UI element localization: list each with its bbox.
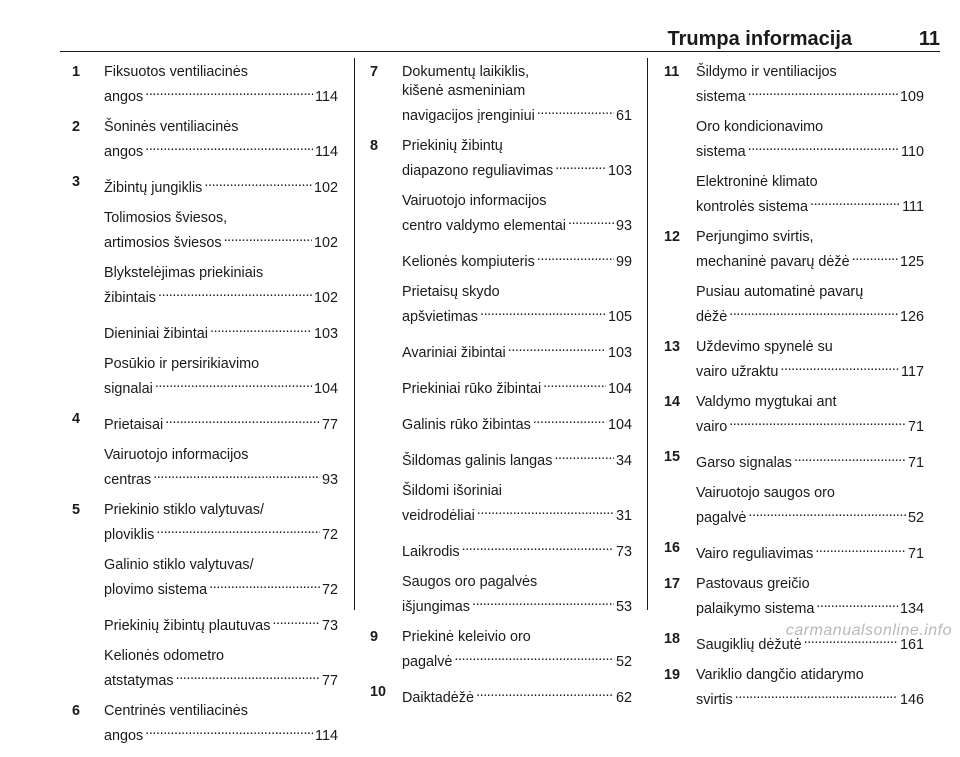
entry-text-line: Pastovaus greičio bbox=[696, 576, 810, 592]
entry-text-line: Centrinės ventiliacinės bbox=[104, 703, 248, 719]
entry-number: 18 bbox=[664, 631, 681, 647]
entry-number: 5 bbox=[72, 502, 81, 518]
index-entry bbox=[72, 264, 338, 308]
dot-leader bbox=[748, 82, 898, 101]
entry-leader-line bbox=[696, 503, 924, 528]
entry-text-line: Kelionės kompiuteris bbox=[402, 254, 535, 270]
index-entry bbox=[664, 575, 924, 619]
entry-text-line: palaikymo sistema bbox=[696, 601, 815, 617]
entry-text-line: Šildomas galinis langas bbox=[402, 453, 553, 469]
dot-leader bbox=[554, 446, 614, 465]
dot-leader bbox=[816, 594, 898, 613]
entry-text-line: Šoninės ventiliacinės bbox=[104, 119, 239, 135]
index-entry bbox=[370, 247, 632, 272]
entry-leader-line bbox=[104, 465, 338, 490]
entry-leader-line bbox=[104, 137, 338, 162]
dot-leader bbox=[272, 611, 320, 630]
entry-page-number: 99 bbox=[615, 254, 632, 270]
entry-leader-line bbox=[696, 82, 924, 107]
entry-text-line: Garso signalas bbox=[696, 455, 792, 471]
entry-page-number: 134 bbox=[899, 601, 924, 617]
entry-text-line: Priekinių žibintų bbox=[402, 138, 503, 154]
entry-leader-line bbox=[104, 520, 338, 545]
index-entry bbox=[664, 338, 924, 382]
dot-leader bbox=[145, 721, 313, 740]
dot-leader bbox=[477, 501, 614, 520]
entry-text-line: diapazono reguliavimas bbox=[402, 163, 554, 179]
entry-text-line: Perjungimo svirtis, bbox=[696, 229, 814, 245]
entry-page-number: 126 bbox=[899, 309, 924, 325]
dot-leader bbox=[729, 302, 898, 321]
dot-leader bbox=[852, 247, 898, 266]
entry-text-line: artimosios šviesos bbox=[104, 235, 222, 251]
dot-leader bbox=[735, 685, 898, 704]
entry-number: 11 bbox=[664, 64, 680, 80]
entry-leader-line bbox=[104, 410, 338, 435]
dot-leader bbox=[794, 448, 906, 467]
entry-text-line: Valdymo mygtukai ant bbox=[696, 394, 837, 410]
page-header bbox=[60, 0, 940, 52]
entry-text-line: Prietaisai bbox=[104, 417, 164, 433]
entry-text-line: Vairuotojo informacijos bbox=[402, 193, 547, 209]
entry-text-line: veidrodėliai bbox=[402, 508, 475, 524]
index-entry bbox=[370, 537, 632, 562]
entry-text-line: Saugiklių dėžutė bbox=[696, 637, 802, 653]
dot-leader bbox=[145, 82, 313, 101]
entry-text-line: Prietaisų skydo bbox=[402, 284, 500, 300]
entry-text-line: Daiktadėžė bbox=[402, 690, 474, 706]
entry-leader-line bbox=[402, 537, 632, 562]
entry-text-line: žibintais bbox=[104, 290, 156, 306]
dot-leader bbox=[153, 465, 320, 484]
entry-page-number: 125 bbox=[899, 254, 924, 270]
index-entry bbox=[72, 63, 338, 107]
dot-leader bbox=[810, 192, 900, 211]
entry-text-line: Dieniniai žibintai bbox=[104, 326, 208, 342]
entry-page-number: 146 bbox=[899, 692, 924, 708]
dot-leader bbox=[815, 539, 906, 558]
dot-leader bbox=[145, 137, 313, 156]
entry-page-number: 71 bbox=[907, 546, 924, 562]
dot-leader bbox=[204, 173, 312, 192]
index-entry bbox=[370, 482, 632, 526]
dot-leader bbox=[780, 357, 899, 376]
entry-page-number: 77 bbox=[321, 417, 338, 433]
entry-leader-line bbox=[402, 592, 632, 617]
entry-page-number: 31 bbox=[615, 508, 632, 524]
entry-leader-line bbox=[696, 192, 924, 217]
entry-text-line: Vairuotojo saugos oro bbox=[696, 485, 835, 501]
header-rule bbox=[60, 51, 940, 52]
index-entry bbox=[370, 446, 632, 471]
index-column-1 bbox=[72, 63, 338, 757]
entry-text-line: Oro kondicionavimo bbox=[696, 119, 824, 135]
entry-page-number: 110 bbox=[901, 144, 924, 160]
index-entry bbox=[370, 63, 632, 126]
index-entry bbox=[664, 393, 924, 437]
entry-text-line: angos bbox=[104, 728, 144, 744]
entry-page-number: 72 bbox=[321, 527, 338, 543]
entry-page-number: 93 bbox=[321, 472, 338, 488]
entry-leader-line bbox=[402, 338, 632, 363]
index-entry bbox=[370, 192, 632, 236]
entry-page-number: 73 bbox=[321, 618, 338, 634]
entry-number: 10 bbox=[370, 684, 387, 700]
entry-text-line: navigacijos įrenginiui bbox=[402, 108, 535, 124]
dot-leader bbox=[748, 503, 906, 522]
dot-leader bbox=[555, 156, 606, 175]
dot-leader bbox=[508, 338, 606, 357]
entry-page-number: 34 bbox=[615, 453, 632, 469]
entry-text-line: sistema bbox=[696, 89, 746, 105]
index-entry bbox=[664, 484, 924, 528]
index-entry bbox=[370, 283, 632, 327]
entry-leader-line bbox=[402, 647, 632, 672]
entry-number: 4 bbox=[72, 411, 81, 427]
entry-text-line: Galinis rūko žibintas bbox=[402, 417, 531, 433]
dot-leader bbox=[158, 283, 312, 302]
entry-page-number: 103 bbox=[607, 345, 632, 361]
page-number: 11 bbox=[918, 28, 940, 50]
entry-text-line: Elektroninė klimato bbox=[696, 174, 818, 190]
entry-page-number: 103 bbox=[313, 326, 338, 342]
entry-page-number: 73 bbox=[615, 544, 632, 560]
index-entry bbox=[72, 355, 338, 399]
index-entry bbox=[72, 556, 338, 600]
entry-text-line: Avariniai žibintai bbox=[402, 345, 506, 361]
index-entry bbox=[72, 410, 338, 435]
dot-leader bbox=[224, 228, 312, 247]
dot-leader bbox=[210, 319, 312, 338]
entry-leader-line bbox=[104, 283, 338, 308]
entry-leader-line bbox=[104, 666, 338, 691]
index-entry bbox=[72, 702, 338, 746]
entry-page-number: 52 bbox=[907, 510, 924, 526]
entry-text-line: vairo bbox=[696, 419, 728, 435]
dot-leader bbox=[209, 575, 320, 594]
entry-leader-line bbox=[696, 302, 924, 327]
index-entry bbox=[72, 209, 338, 253]
entry-text-line: Posūkio ir persirikiavimo bbox=[104, 356, 260, 372]
dot-leader bbox=[568, 211, 614, 230]
entry-page-number: 103 bbox=[607, 163, 632, 179]
entry-page-number: 93 bbox=[615, 218, 632, 234]
entry-text-line: centro valdymo elementai bbox=[402, 218, 566, 234]
index-entry bbox=[664, 63, 924, 107]
index-column-2 bbox=[370, 63, 632, 719]
index-entry bbox=[370, 628, 632, 672]
index-entry bbox=[72, 118, 338, 162]
entry-page-number: 104 bbox=[607, 381, 632, 397]
entry-text-line: Tolimosios šviesos, bbox=[104, 210, 228, 226]
entry-number: 16 bbox=[664, 540, 681, 556]
dot-leader bbox=[156, 520, 320, 539]
entry-text-line: kontrolės sistema bbox=[696, 199, 808, 215]
entry-text-line: centras bbox=[104, 472, 152, 488]
entry-text-line: pagalvė bbox=[696, 510, 747, 526]
dot-leader bbox=[729, 412, 906, 431]
entry-leader-line bbox=[402, 302, 632, 327]
column-divider bbox=[354, 58, 355, 610]
entry-page-number: 117 bbox=[901, 364, 924, 380]
entry-leader-line bbox=[104, 721, 338, 746]
entry-text-line: Priekinė keleivio oro bbox=[402, 629, 531, 645]
entry-leader-line bbox=[402, 683, 632, 708]
entry-leader-line bbox=[104, 82, 338, 107]
dot-leader bbox=[472, 592, 614, 611]
index-entry bbox=[370, 374, 632, 399]
entry-text-line: vairo užraktu bbox=[696, 364, 779, 380]
entry-text-line: Šildomi išoriniai bbox=[402, 483, 502, 499]
entry-page-number: 53 bbox=[615, 599, 632, 615]
entry-number: 3 bbox=[72, 174, 81, 190]
entry-page-number: 161 bbox=[899, 637, 924, 653]
dot-leader bbox=[537, 101, 614, 120]
entry-number: 12 bbox=[664, 229, 681, 245]
entry-text-line: Žibintų jungiklis bbox=[104, 180, 203, 196]
entry-leader-line bbox=[402, 156, 632, 181]
entry-number: 9 bbox=[370, 629, 379, 645]
entry-leader-line bbox=[104, 319, 338, 344]
entry-page-number: 77 bbox=[321, 673, 338, 689]
entry-text-line: Priekiniai rūko žibintai bbox=[402, 381, 542, 397]
entry-leader-line bbox=[104, 611, 338, 636]
entry-leader-line bbox=[104, 173, 338, 198]
entry-page-number: 71 bbox=[907, 455, 924, 471]
entry-page-number: 109 bbox=[899, 89, 924, 105]
entry-text-line: sistema bbox=[696, 144, 746, 160]
entry-page-number: 61 bbox=[615, 108, 632, 124]
entry-text-line: ploviklis bbox=[104, 527, 155, 543]
index-entry bbox=[72, 501, 338, 545]
entry-text-line: kišenė asmeniniam bbox=[402, 83, 526, 99]
index-entry bbox=[72, 173, 338, 198]
entry-text-line: Galinio stiklo valytuvas/ bbox=[104, 557, 254, 573]
entry-leader-line bbox=[402, 374, 632, 399]
entry-text-line: pagalvė bbox=[402, 654, 453, 670]
dot-leader bbox=[176, 666, 320, 685]
dot-leader bbox=[165, 410, 320, 429]
entry-leader-line bbox=[696, 594, 924, 619]
entry-text-line: Pusiau automatinė pavarų bbox=[696, 284, 864, 300]
entry-number: 14 bbox=[664, 394, 681, 410]
entry-text-line: Saugos oro pagalvės bbox=[402, 574, 538, 590]
entry-page-number: 52 bbox=[615, 654, 632, 670]
index-entry bbox=[370, 410, 632, 435]
index-entry bbox=[72, 446, 338, 490]
entry-page-number: 102 bbox=[313, 290, 338, 306]
entry-text-line: Blykstelėjimas priekiniais bbox=[104, 265, 264, 281]
index-entry bbox=[664, 283, 924, 327]
index-entry bbox=[370, 137, 632, 181]
entry-text-line: svirtis bbox=[696, 692, 733, 708]
dot-leader bbox=[480, 302, 606, 321]
entry-text-line: plovimo sistema bbox=[104, 582, 208, 598]
entry-text-line: Vairuotojo informacijos bbox=[104, 447, 249, 463]
index-entry bbox=[370, 573, 632, 617]
entry-text-line: Fiksuotos ventiliacinės bbox=[104, 64, 248, 80]
entry-leader-line bbox=[104, 228, 338, 253]
entry-text-line: angos bbox=[104, 144, 144, 160]
entry-leader-line bbox=[402, 101, 632, 126]
dot-leader bbox=[462, 537, 614, 556]
index-entry bbox=[72, 647, 338, 691]
entry-number: 1 bbox=[72, 64, 81, 80]
entry-text-line: Priekinio stiklo valytuvas/ bbox=[104, 502, 264, 518]
entry-page-number: 102 bbox=[313, 180, 338, 196]
entry-number: 17 bbox=[664, 576, 681, 592]
entry-leader-line bbox=[402, 410, 632, 435]
entry-text-line: Variklio dangčio atidarymo bbox=[696, 667, 864, 683]
index-entry bbox=[370, 683, 632, 708]
entry-leader-line bbox=[402, 211, 632, 236]
entry-page-number: 102 bbox=[313, 235, 338, 251]
entry-text-line: Vairo reguliavimas bbox=[696, 546, 814, 562]
entry-leader-line bbox=[696, 247, 924, 272]
dot-leader bbox=[537, 247, 614, 266]
entry-number: 2 bbox=[72, 119, 81, 135]
entry-page-number: 104 bbox=[607, 417, 632, 433]
dot-leader bbox=[533, 410, 606, 429]
dot-leader bbox=[543, 374, 606, 393]
entry-page-number: 104 bbox=[313, 381, 338, 397]
dot-leader bbox=[748, 137, 899, 156]
index-entry bbox=[664, 539, 924, 564]
entry-number: 7 bbox=[370, 64, 379, 80]
entry-text-line: Priekinių žibintų plautuvas bbox=[104, 618, 271, 634]
entry-text-line: apšvietimas bbox=[402, 309, 478, 325]
entry-page-number: 72 bbox=[321, 582, 338, 598]
column-divider bbox=[647, 58, 648, 610]
entry-page-number: 105 bbox=[607, 309, 632, 325]
index-entry bbox=[664, 228, 924, 272]
watermark: carmanualsonline.info bbox=[785, 622, 952, 639]
entry-leader-line bbox=[696, 539, 924, 564]
entry-number: 6 bbox=[72, 703, 81, 719]
entry-text-line: signalai bbox=[104, 381, 153, 397]
entry-leader-line bbox=[696, 137, 924, 162]
entry-text-line: Šildymo ir ventiliacijos bbox=[696, 64, 837, 80]
index-entry bbox=[664, 118, 924, 162]
entry-leader-line bbox=[104, 575, 338, 600]
index-entry bbox=[72, 319, 338, 344]
entry-text-line: atstatymas bbox=[104, 673, 174, 689]
page-title: Trumpa informacija bbox=[667, 28, 852, 50]
entry-text-line: mechaninė pavarų dėžė bbox=[696, 254, 850, 270]
entry-leader-line bbox=[696, 357, 924, 382]
entry-leader-line bbox=[402, 501, 632, 526]
entry-page-number: 62 bbox=[615, 690, 632, 706]
entry-text-line: angos bbox=[104, 89, 144, 105]
entry-leader-line bbox=[696, 412, 924, 437]
entry-text-line: dėžė bbox=[696, 309, 728, 325]
dot-leader bbox=[155, 374, 312, 393]
entry-page-number: 114 bbox=[315, 728, 338, 744]
entry-number: 19 bbox=[664, 667, 681, 683]
index-entry bbox=[370, 338, 632, 363]
entry-leader-line bbox=[696, 685, 924, 710]
entry-page-number: 71 bbox=[907, 419, 924, 435]
entry-page-number: 114 bbox=[315, 144, 338, 160]
entry-number: 8 bbox=[370, 138, 379, 154]
entry-leader-line bbox=[402, 247, 632, 272]
index-entry bbox=[664, 666, 924, 710]
entry-number: 13 bbox=[664, 339, 681, 355]
entry-text-line: Uždevimo spynelė su bbox=[696, 339, 833, 355]
entry-text-line: Laikrodis bbox=[402, 544, 460, 560]
entry-text-line: Kelionės odometro bbox=[104, 648, 224, 664]
entry-leader-line bbox=[104, 374, 338, 399]
entry-text-line: išjungimas bbox=[402, 599, 470, 615]
index-entry bbox=[72, 611, 338, 636]
entry-number: 15 bbox=[664, 449, 681, 465]
entry-leader-line bbox=[402, 446, 632, 471]
index-entry bbox=[664, 448, 924, 473]
entry-page-number: 111 bbox=[902, 199, 924, 215]
entry-leader-line bbox=[696, 448, 924, 473]
index-entry bbox=[664, 173, 924, 217]
entry-text-line: Dokumentų laikiklis, bbox=[402, 64, 530, 80]
entry-page-number: 114 bbox=[315, 89, 338, 105]
dot-leader bbox=[454, 647, 614, 666]
dot-leader bbox=[476, 683, 614, 702]
